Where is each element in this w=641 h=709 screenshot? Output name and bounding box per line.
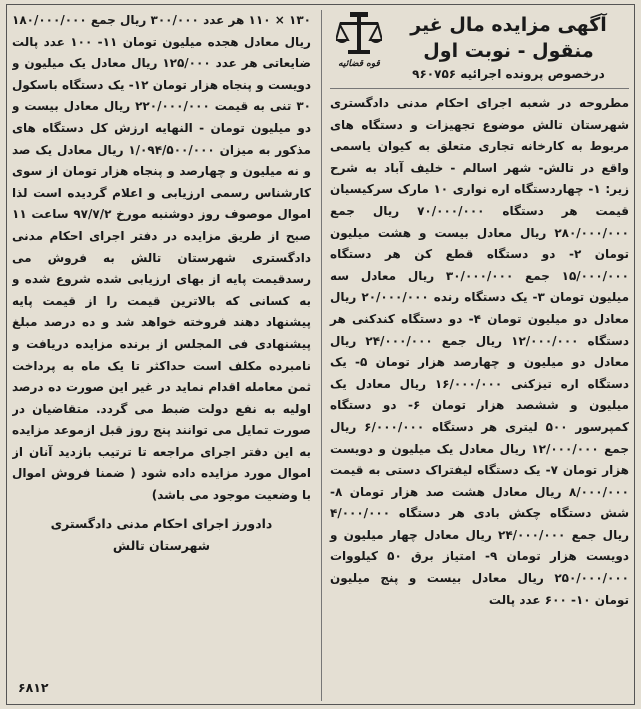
file-number-line: درخصوص پرونده اجرائیه ۹۶۰۷۵۶ — [412, 67, 605, 81]
signature-block — [12, 513, 311, 557]
title-line-1: آگهی مزایده مال غیر — [410, 14, 607, 36]
columns — [12, 10, 629, 701]
signature-line-1: دادورز اجرای احکام مدنی دادگستری — [50, 515, 273, 531]
notice-code: ۶۸۱۲ — [18, 680, 49, 695]
title-line-2: منقول - نوبت اول — [423, 40, 594, 62]
left-column-body: ۱۳۰ × ۱۱۰ هر عدد ۳۰۰/۰۰۰ ریال جمع ۱۸۰/۰۰۰/۰۰۰ ریال معادل هجده میلیون تومان ۱۱- ۱۰۰ عدد پالت ضایعاتی هر عدد ۱۲۵/۰۰۰ ریال معادل یک میلیون و دویست و پنجاه هزار تومان ۱۲- یک دستگاه باسکول ۳۰ تنی به قیمت ۲۲۰/۰۰۰/۰۰۰ ریال معادل بیست و دو میلیون تومان - النهایه ارزش کل دستگاه های مذکور به میزان ۱/۰۹۴/۵۰۰/۰۰۰ ریال معادل یک صد و نه میلیون و چهارصد و پنجاه هزار تومان از سوی کارشناس رسمی ارزیابی و اعلام گردیده است لذا اموال موصوف روز دوشنبه مورخ ۹۷/۷/۲ ساعت ۱۱ صبح از طریق مزایده در دفتر اجرای احکام مدنی دادگستری شهرستان تالش به فروش می رسدقیمت پایه از بهای ارزیابی شده شروع شده و به کسانی که بالاترین قیمت را از قیمت پایه پیشنهاد دهند فروخته خواهد شد و ده درصد مبلغ پیشنهادی فی المجلس از برنده مزایده دریافت و نامبرده مکلف است حداکثر تا یک ماه به پرداخت ثمن معامله اقدام نماید در غیر این صورت ده درصد اولیه به نفع دولت ضبط می گردد. متقاضیان در صورت تمایل می توانند پنج روز قبل ازموعد مزایده به این دفتر اجرای مراجعه تا ترتیب بازدید آنان از اموال مورد مزایده داده شود ( ضمنا فروش اموال با وضعیت موجود می باشد) — [12, 13, 311, 503]
judiciary-logo — [330, 10, 388, 80]
right-column — [321, 10, 629, 701]
title-block — [388, 10, 629, 84]
right-column-body: مطروحه در شعبه اجرای احکام مدنی دادگستری شهرستان تالش موضوع تجهیزات و دستگاه های مربوط به کارخانه تجاری متعلق به کیوان یاسمی واقع در تالش- شهر اسالم - خلیف آباد به شرح زیر: ۱- چهاردستگاه اره نواری ۱۰ مارک سرکیسیان قیمت هر دستگاه ۷۰/۰۰۰/۰۰۰ ریال جمع ۲۸۰/۰۰۰/۰۰۰ ریال معادل بیست و هشت میلیون تومان ۲- دو دستگاه قطع کن هر دستگاه ۱۵/۰۰۰/۰۰۰ جمع ۳۰/۰۰۰/۰۰۰ ریال معادل سه میلیون تومان ۳- یک دستگاه رنده ۲۰/۰۰۰/۰۰۰ ریال معادل دو میلیون تومان ۴- دو دستگاه کندکنی هر دستگاه ۱۲/۰۰۰/۰۰۰ ریال جمع ۲۴/۰۰۰/۰۰۰ ریال معادل دو میلیون و چهارصد هزار تومان ۵- یک دستگاه اره تیزکنی ۱۶/۰۰۰/۰۰۰ ریال معادل یک میلیون و ششصد هزار تومان ۶- دو دستگاه کمپرسور ۵۰۰ لیتری هر دستگاه ۶/۰۰۰/۰۰۰ ریال جمع ۱۲/۰۰۰/۰۰۰ ریال معادل یک میلیون و دویست هزار تومان ۷- یک دستگاه لیفتراک دستی به قیمت ۸/۰۰۰/۰۰۰ ریال معادل هشت صد هزار تومان ۸- شش دستگاه چکش بادی هر دستگاه ۴/۰۰۰/۰۰۰ ریال جمع ۲۴/۰۰۰/۰۰۰ ریال معادل چهار میلیون و دویست هزار تومان ۹- امتیاز برق ۵۰ کیلووات ۲۵۰/۰۰۰/۰۰۰ ریال معادل بیست و پنج میلیون تومان ۱۰- ۶۰۰ عدد پالت — [330, 96, 629, 607]
signature-line-2: شهرستان تالش — [112, 537, 211, 553]
left-column — [12, 10, 311, 701]
notice-header — [330, 10, 629, 89]
scales-emblem-icon — [336, 10, 382, 58]
logo-caption: قوه قضائیه — [338, 59, 380, 69]
